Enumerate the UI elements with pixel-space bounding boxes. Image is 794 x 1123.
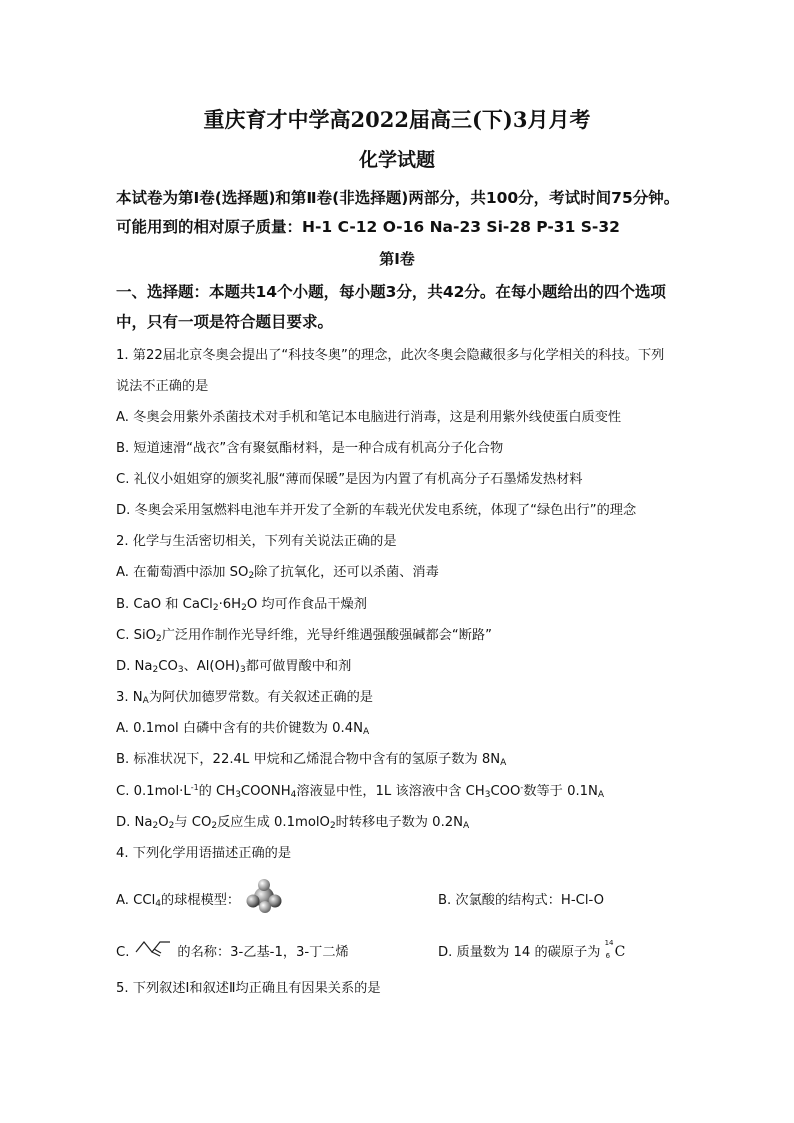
q2-option-b: B. CaO 和 $CaCl_2\cdot 6H_2O$ 均可作食品干燥剂: [116, 597, 367, 613]
q1-stem-line-2: 说法不正确的是: [116, 379, 209, 394]
q1-option-c: C. 礼仪小姐姐穿的颁奖礼服“薄而保暖”是因为内置了有机高分子石墨烯发热材料: [116, 472, 583, 487]
ccl4-ball-model-image: [244, 878, 284, 914]
q4-option-a: A. CCl$_4$的球棍模型：: [116, 893, 241, 909]
q1-option-a: A. 冬奥会用紫外杀菌技术对手机和笔记本电脑进行消毒，这是利用紫外线使蛋白质变性: [116, 410, 622, 425]
q2-option-c: C. SiO$_2$广泛用作制作光导纤维，光导纤维遇强酸强碱都会“断路”: [116, 628, 492, 644]
section1-line-2: 中，只有一项是符合题目要求。: [116, 313, 334, 331]
section1-line-1: 一、选择题：本题共14个小题，每小题3分，共42分。在每小题给出的四个选项: [116, 283, 666, 301]
q2-stem: 2. 化学与生活密切相关，下列有关说法正确的是: [116, 534, 397, 549]
q4-option-c: C. 的名称：3-乙基-1，3-丁二烯: [116, 945, 349, 960]
q2-option-d: D. $Na_2CO_3$、$Al(OH)_3$都可做胃酸中和剂: [116, 659, 352, 675]
q3-option-c: C. $0.1mol\cdot L^{-1}$的 $CH_3COONH_4$溶液显中性，1L 该溶液中含 $CH_3COO^-$数等于 $0.1N_A$: [116, 783, 605, 800]
q3-stem: 3. $N_A$为阿伏加德罗常数。有关叙述正确的是: [116, 690, 373, 706]
exam-subtitle: 化学试题: [358, 149, 435, 171]
q4-stem: 4. 下列化学用语描述正确的是: [116, 846, 292, 861]
q4-option-d: D. 质量数为 14 的碳原子为 14 6 C: [438, 939, 626, 960]
intro-line-1: 本试卷为第Ⅰ卷(选择题)和第Ⅱ卷(非选择题)两部分，共100分，考试时间75分钟。: [116, 189, 680, 207]
q3-option-b: B. 标准状况下，22.4L 甲烷和乙烯混合物中含有的氢原子数为 $8N_A$: [116, 752, 507, 768]
exam-title: 重庆育才中学高2022届高三(下)3月月考: [203, 107, 591, 132]
intro-line-2: 可能用到的相对原子质量：H-1 C-12 O-16 Na-23 Si-28 P-31 S-32: [116, 218, 620, 236]
isotope-atomic-number: 6: [605, 952, 611, 960]
q5-stem: 5. 下列叙述Ⅰ和叙述Ⅱ均正确且有因果关系的是: [116, 981, 381, 996]
skeletal-formula-image: [134, 936, 174, 958]
part1-title: 第Ⅰ卷: [379, 250, 415, 268]
q2-option-a: A. 在葡萄酒中添加 $SO_2$除了抗氧化，还可以杀菌、消毒: [116, 565, 439, 581]
q1-option-b: B. 短道速滑“战衣”含有聚氨酯材料，是一种合成有机高分子化合物: [116, 441, 504, 456]
q3-option-a: A. 0.1mol 白磷中含有的共价键数为 $0.4N_A$: [116, 721, 370, 737]
q3-option-d: D. $Na_2O_2$与 $CO_2$反应生成 0.1molO$_2$时转移电子数为 $0.2N_A$: [116, 815, 470, 831]
isotope-mass-number: 14: [604, 939, 614, 947]
q1-option-d: D. 冬奥会采用氢燃料电池车并开发了全新的车载光伏发电系统，体现了“绿色出行”的理念: [116, 503, 637, 518]
q1-stem-line-1: 1. 第22届北京冬奥会提出了“科技冬奥”的理念，此次冬奥会隐藏很多与化学相关的科技。下列: [116, 348, 665, 363]
q4-option-b: B. 次氯酸的结构式：H-Cl-O: [438, 893, 604, 908]
